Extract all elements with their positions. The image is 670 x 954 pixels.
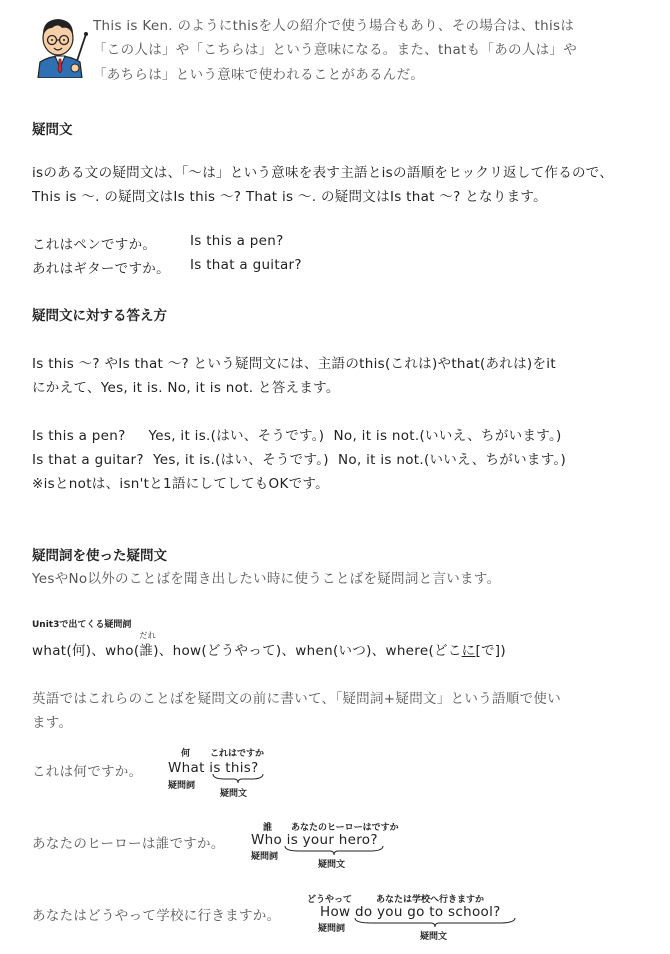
section-title-questions: 疑問文	[32, 122, 73, 138]
section2-paragraph-line-1: Is this ～? やIs that ～? という疑問文には、主語のthis(これは)やthat(あれは)をit	[32, 356, 556, 372]
wh-words-part-a: what(何)、who(	[32, 643, 140, 659]
wh-example-3-rest: do you go to school	[354, 904, 494, 920]
wh-words-list	[32, 631, 506, 659]
wh-example-3-rest-gloss: あなたは学校へ行きますか	[376, 895, 485, 905]
section-title-answers: 疑問文に対する答え方	[32, 308, 167, 324]
wh-example-1-rest: is this	[209, 760, 252, 776]
example-2-english: Is that a guitar?	[190, 257, 302, 273]
wh-description: YesやNo以外のことばを聞き出したい時に使うことばを疑問詞と言います。	[32, 571, 501, 587]
wh-example-3-wh-gloss: どうやって	[307, 895, 353, 905]
wh-example-1-japanese: これは何ですか。	[32, 764, 143, 780]
usage-line-1: 英語ではこれらのことばを疑問文の前に書いて、「疑問詞+疑問文」という語順で使い	[32, 691, 561, 707]
teacher-illustration	[28, 12, 92, 78]
wh-example-2-wh-label: 疑問詞	[251, 852, 279, 862]
wh-example-1-rest-gloss: これはですか	[210, 749, 265, 759]
wh-example-1-qmark: ?	[251, 760, 259, 776]
wh-example-2-brace	[285, 846, 383, 856]
intro-line-3: 「あちらは」という意味で使われることがあるんだ。	[93, 67, 425, 83]
answer-example-1: Is this a pen? Yes, it is.(はい、そうです。) No, it is not.(いいえ、ちがいます。)	[32, 428, 562, 444]
wh-example-2-rest-label: 疑問文	[318, 860, 346, 870]
wh-example-2-rest-gloss: あなたのヒーローはですか	[291, 823, 399, 833]
wh-example-1-wh-gloss: 何	[181, 749, 191, 759]
dare-kanji-with-ruby	[139, 631, 157, 659]
wh-example-1-rest-label: 疑問文	[220, 789, 248, 799]
wh-example-3-brace	[355, 918, 515, 928]
wh-example-2-rest: is your hero	[286, 832, 371, 848]
intro-line-2: 「この人は」や「こちらは」という意味になる。また、thatも「あの人は」や	[93, 42, 578, 58]
unit-label: Unit3で出てくる疑問詞	[32, 620, 132, 630]
wh-example-3-rest-label: 疑問文	[420, 932, 448, 942]
wh-example-1-wh-label: 疑問詞	[168, 781, 196, 791]
wh-example-3-japanese: あなたはどうやって学校に行きますか。	[32, 908, 281, 924]
wh-example-2-qmark: ?	[370, 832, 378, 848]
section2-paragraph-line-2: にかえて、Yes, it is. No, it is not. と答えます。	[32, 380, 340, 396]
wh-example-3-qmark: ?	[493, 904, 501, 920]
section1-paragraph-line-1: isのある文の疑問文は、「～は」という意味を表す主語とisの語順をヒックリ返して作るので、	[32, 165, 614, 181]
dare-kanji: 誰	[139, 643, 154, 659]
usage-line-2: ます。	[32, 715, 73, 731]
answer-example-2: Is that a guitar? Yes, it is.(はい、そうです。) No, it is not.(いいえ、ちがいます。)	[32, 452, 567, 468]
wh-words-part-c: [で])	[475, 643, 506, 659]
example-1-english: Is this a pen?	[190, 233, 284, 249]
section1-paragraph-line-2: This is ～. の疑問文はIs this ～? That is ～. の疑問文はIs that ～? となります。	[32, 189, 547, 205]
wh-example-2-japanese: あなたのヒーローは誰ですか。	[32, 836, 225, 852]
contraction-note: ※isとnotは、isn'tと1語にしてしてもOKです。	[32, 476, 329, 492]
wh-example-3-wh-label: 疑問詞	[318, 924, 346, 934]
wh-example-2-wh-word: Who	[251, 832, 283, 848]
wh-example-1-wh-word: What	[168, 760, 205, 776]
wh-example-1-brace	[213, 774, 263, 784]
intro-line-1: This is Ken. のようにthisを人の紹介で使う場合もあり、その場合は、thisは	[93, 18, 575, 34]
ni-underlined: に	[461, 643, 476, 659]
wh-words-part-b: )、how(どうやって)、when(いつ)、where(どこ	[153, 643, 462, 659]
example-2-japanese: あれはギターですか。	[32, 261, 170, 277]
wh-example-3-wh-word: How	[320, 904, 351, 920]
wh-example-2-wh-gloss: 誰	[263, 823, 273, 833]
example-1-japanese: これはペンですか。	[32, 237, 157, 253]
section-title-wh-questions: 疑問詞を使った疑問文	[32, 548, 167, 564]
dare-ruby: だれ	[139, 631, 157, 640]
